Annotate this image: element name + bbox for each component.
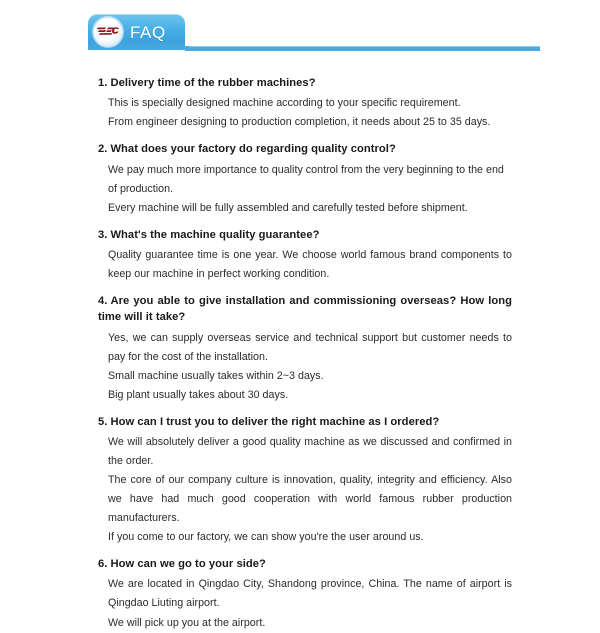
faq-question-text: What's the machine quality guarantee? — [110, 228, 320, 241]
faq-question — [98, 405, 512, 430]
faq-answer-line: Small machine usually takes within 2~3 days. — [108, 369, 324, 382]
faq-answer-line: We will pick up you at the airport. — [108, 616, 266, 629]
faq-item — [98, 284, 512, 405]
faq-question-number: 6. — [98, 558, 108, 571]
sfc-logo-icon — [93, 17, 123, 47]
faq-question-number: 2. — [98, 143, 108, 156]
faq-answer — [108, 161, 512, 218]
faq-answer-line: We will absolutely deliver a good quality machine as we discussed and confirmed in the order. — [108, 435, 512, 467]
faq-answer — [108, 575, 512, 632]
faq-tab-label: FAQ — [130, 22, 166, 42]
faq-question-text: How can we go to your side? — [110, 558, 266, 571]
faq-answer — [108, 94, 512, 132]
faq-question-number: 5. — [98, 415, 108, 428]
faq-question-number: 4. — [98, 295, 108, 308]
faq-question-text: How can I trust you to deliver the right machine as I ordered? — [110, 415, 440, 428]
faq-question — [98, 547, 512, 572]
faq-answer-line: Every machine will be fully assembled and carefully tested before shipment. — [108, 201, 468, 214]
faq-content — [98, 66, 512, 633]
faq-answer-line: If you come to our factory, we can show you're the user around us. — [108, 531, 424, 544]
faq-answer-line: Quality guarantee time is one year. We choose world famous brand components to keep our machine in perfect working condition. — [108, 248, 512, 280]
page-header — [88, 14, 600, 54]
header-divider-cap — [185, 46, 189, 50]
faq-item — [98, 66, 512, 132]
faq-answer-line: We are located in Qingdao City, Shandong province, China. The name of airport is Qingdao Liuting airport. — [108, 578, 512, 610]
faq-answer-line: We pay much more importance to quality control from the very beginning to the end of production. — [108, 163, 504, 195]
faq-question — [98, 218, 512, 243]
faq-item — [98, 218, 512, 284]
faq-question-number: 1. — [98, 77, 108, 89]
faq-answer-line: From engineer designing to production completion, it needs about 25 to 35 days. — [108, 116, 491, 129]
faq-question — [98, 284, 512, 325]
faq-answer — [108, 329, 512, 405]
header-divider-line — [185, 46, 540, 51]
faq-item — [98, 405, 512, 548]
faq-question-text: Are you able to give installation and commissioning overseas? How long time will it take? — [98, 295, 512, 324]
faq-question-text: Delivery time of the rubber machines? — [110, 77, 316, 89]
faq-question-number: 3. — [98, 228, 108, 241]
faq-answer — [108, 433, 512, 547]
faq-answer-line: Big plant usually takes about 30 days. — [108, 388, 289, 401]
faq-answer — [108, 246, 512, 284]
faq-question-text: What does your factory do regarding quality control? — [110, 143, 396, 156]
faq-answer-line: Yes, we can supply overseas service and technical support but customer needs to pay for the cost of the installation. — [108, 331, 512, 363]
faq-tab[interactable] — [88, 14, 185, 50]
faq-answer-line: This is specially designed machine according to your specific requirement. — [108, 97, 461, 110]
faq-question — [98, 66, 512, 91]
faq-question — [98, 132, 512, 157]
faq-item — [98, 547, 512, 632]
faq-item — [98, 132, 512, 217]
faq-answer-line: The core of our company culture is innovation, quality, integrity and efficiency. Also we have had much good cooperation with world famous rubber production manufacturers. — [108, 474, 512, 525]
